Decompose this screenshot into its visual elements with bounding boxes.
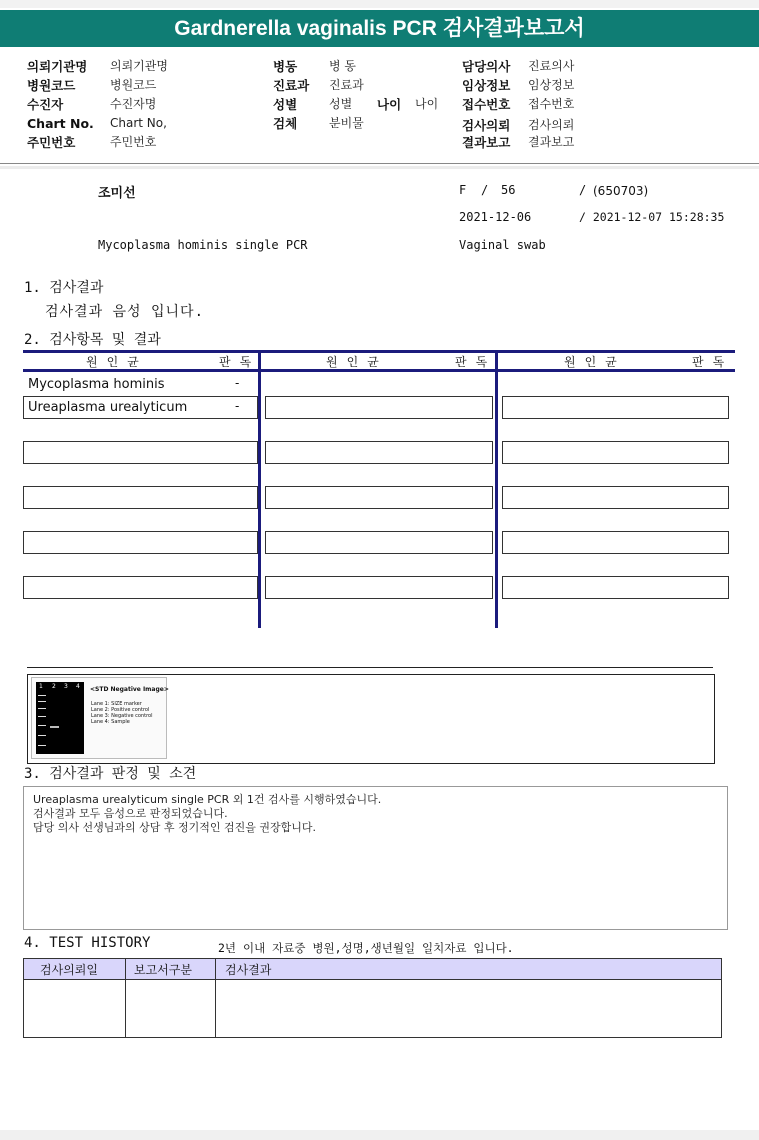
result-cell — [502, 576, 729, 599]
gel-legend-item: Lane 4: Sample — [91, 719, 130, 725]
history-col-report-type: 보고서구분 — [134, 963, 192, 977]
th-result-1: 판독 — [219, 355, 261, 369]
value-hospital-code: 병원코드 — [110, 78, 157, 92]
history-col-divider — [125, 958, 126, 1038]
result-cell — [23, 441, 258, 464]
result-cell — [23, 576, 258, 599]
value-resident-no: 주민번호 — [110, 135, 157, 149]
opinion-line: 검사결과 모두 음성으로 판정되었습니다. — [33, 807, 228, 820]
th-organism-3: 원인균 — [564, 355, 626, 369]
row2-result: - — [235, 399, 240, 413]
header-divider — [0, 163, 759, 164]
top-strip — [0, 0, 759, 8]
th-result-2: 판독 — [455, 355, 497, 369]
header-divider-shade — [0, 166, 759, 169]
result-cell — [502, 441, 729, 464]
gel-band — [38, 735, 46, 736]
gel-electrophoresis-image — [36, 682, 84, 754]
history-col-divider — [215, 958, 216, 1038]
value-doctor: 진료의사 — [528, 59, 575, 73]
label-clinical-info: 임상정보 — [462, 78, 511, 93]
result-cell — [265, 576, 493, 599]
history-table-body — [23, 979, 722, 1038]
gel-band — [38, 708, 46, 709]
patient-age: 56 — [501, 183, 516, 197]
value-clinical-info: 임상정보 — [528, 78, 575, 92]
value-receipt-no: 접수번호 — [528, 97, 575, 111]
label-sex: 성별 — [273, 97, 298, 112]
value-request: 검사의뢰 — [528, 118, 575, 132]
row2-organism: Ureaplasma urealyticum — [28, 400, 188, 415]
label-ward: 병동 — [273, 59, 298, 74]
th-result-3: 판독 — [692, 355, 734, 369]
receive-date: 2021-12-06 — [459, 210, 532, 224]
section1-result: 검사결과 음성 입니다. — [45, 304, 205, 320]
gel-top-rule — [27, 667, 713, 668]
patient-id: (650703) — [593, 184, 649, 198]
th-organism-2: 원인균 — [326, 355, 388, 369]
th-organism-1: 원인균 — [86, 355, 148, 369]
result-cell — [502, 486, 729, 509]
label-chart-no: Chart No. — [27, 116, 94, 131]
bottom-strip — [0, 1130, 759, 1140]
gel-band — [38, 725, 46, 726]
value-specimen: 분비물 — [329, 116, 364, 130]
label-request: 검사의뢰 — [462, 118, 511, 133]
value-sex: 성별 — [329, 97, 353, 111]
value-report: 결과보고 — [528, 135, 575, 149]
history-table-header — [23, 958, 722, 980]
gel-band — [50, 726, 59, 728]
value-department: 진료과 — [329, 78, 364, 92]
value-ward: 병 동 — [329, 59, 356, 73]
section3-title: 3. 검사결과 판정 및 소견 — [24, 766, 197, 782]
report-datetime: / 2021-12-07 15:28:35 — [579, 210, 725, 224]
history-col-request-date: 검사의뢰일 — [40, 963, 98, 977]
value-chart-no: Chart No, — [110, 116, 167, 130]
label-specimen: 검체 — [273, 116, 298, 131]
gel-legend-item: Lane 1: SIZE marker — [91, 701, 142, 707]
result-cell — [265, 396, 493, 419]
result-cell — [23, 531, 258, 554]
opinion-text — [33, 793, 381, 835]
value-age: 나이 — [415, 97, 439, 111]
section2-title: 2. 검사항목 및 결과 — [24, 332, 161, 348]
lane-label: 1 — [39, 683, 43, 690]
gel-band — [38, 745, 46, 746]
gel-title: <STD Negative Image> — [90, 686, 169, 693]
patient-separator-1: / — [481, 183, 489, 197]
gel-legend-item: Lane 3: Negative control — [91, 713, 153, 719]
patient-name: 조미선 — [98, 186, 136, 201]
section4-title: 4. TEST HISTORY — [24, 935, 151, 951]
row1-result: - — [235, 376, 240, 390]
gel-band — [38, 695, 46, 696]
lane-label: 4 — [76, 683, 80, 690]
history-col-result: 검사결과 — [225, 963, 272, 977]
patient-sex: F — [459, 183, 467, 197]
test-name: Mycoplasma hominis single PCR — [98, 238, 308, 252]
result-cell — [502, 531, 729, 554]
result-cell — [265, 486, 493, 509]
label-department: 진료과 — [273, 78, 310, 93]
table-vline-2 — [495, 350, 498, 628]
specimen-type: Vaginal swab — [459, 238, 546, 252]
label-receipt-no: 접수번호 — [462, 97, 511, 112]
value-patient: 수진자명 — [110, 97, 157, 111]
label-resident-no: 주민번호 — [27, 135, 76, 150]
gel-band — [38, 701, 46, 702]
history-note: 2년 이내 자료중 병원,성명,생년월일 일치자료 입니다. — [218, 941, 514, 955]
report-title: Gardnerella vaginalis PCR 검사결과보고서 — [0, 10, 759, 47]
table-vline-1 — [258, 350, 261, 628]
result-cell — [265, 441, 493, 464]
gel-legend-item: Lane 2: Positive control — [91, 707, 150, 713]
result-cell — [23, 486, 258, 509]
label-hospital-code: 병원코드 — [27, 78, 76, 93]
patient-separator-2: / — [579, 183, 587, 197]
label-doctor: 담당의사 — [462, 59, 511, 74]
section1-title: 1. 검사결과 — [24, 280, 104, 296]
value-institution: 의뢰기관명 — [110, 59, 168, 73]
lane-label: 3 — [64, 683, 68, 690]
lane-label: 2 — [52, 683, 56, 690]
result-cell — [265, 531, 493, 554]
label-report: 결과보고 — [462, 135, 511, 150]
opinion-line: 담당 의사 선생님과의 상담 후 정기적인 검진을 권장합니다. — [33, 821, 316, 834]
result-cell — [502, 396, 729, 419]
label-age: 나이 — [377, 97, 402, 112]
label-institution: 의뢰기관명 — [27, 59, 88, 74]
label-patient: 수진자 — [27, 97, 64, 112]
gel-band — [38, 716, 46, 717]
row1-organism: Mycoplasma hominis — [28, 377, 165, 392]
opinion-line: Ureaplasma urealyticum single PCR 외 1건 검사를 시행하였습니다. — [33, 793, 382, 806]
